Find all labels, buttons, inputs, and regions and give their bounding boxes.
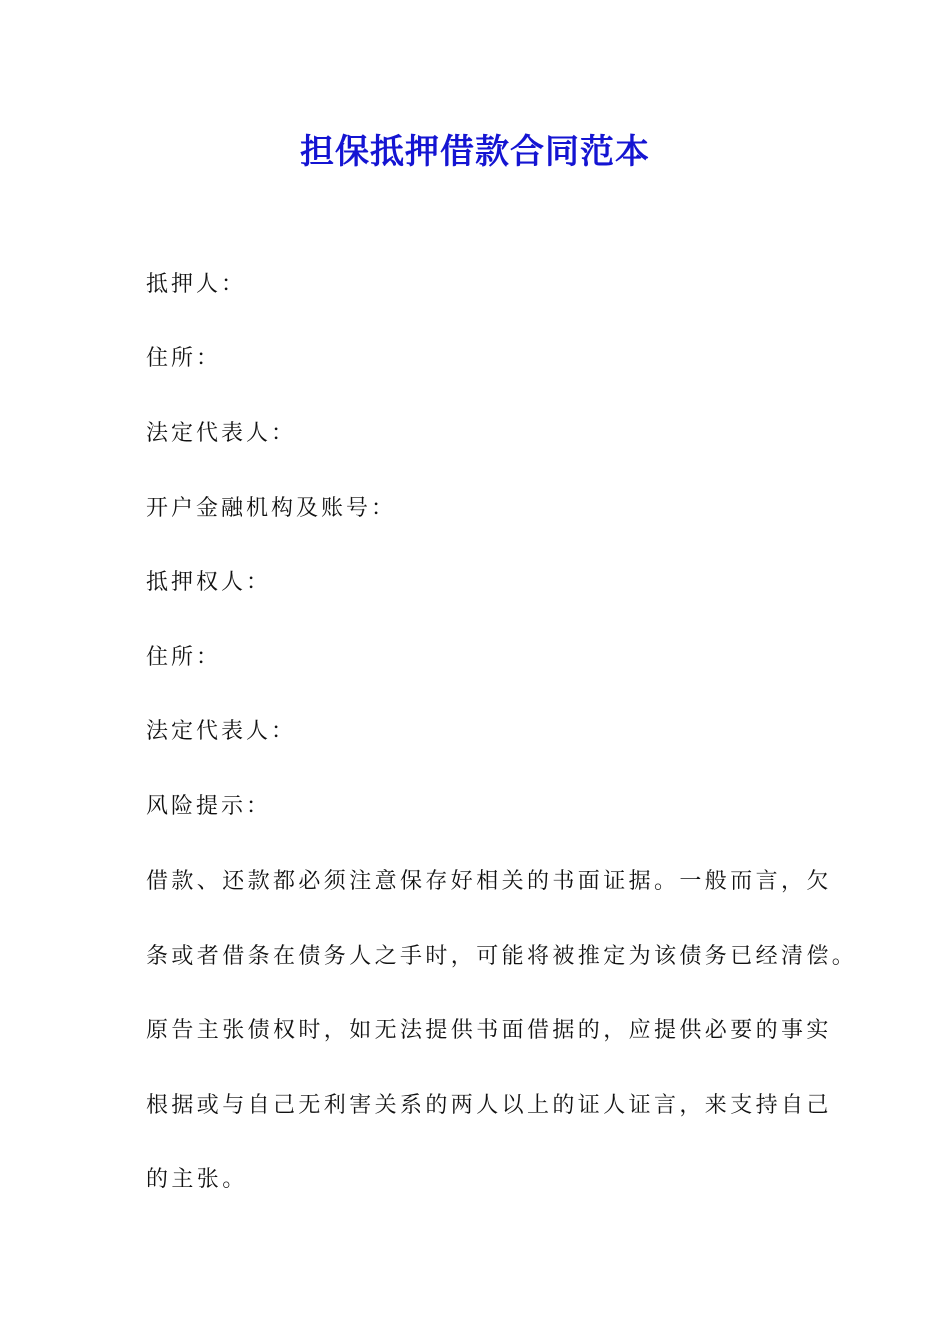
risk-line-3: 原告主张债权时，如无法提供书面借据的，应提供必要的事实	[146, 1018, 832, 1043]
risk-line-5: 的主张。	[146, 1167, 248, 1192]
mortgagor-bank-account-field: 开户金融机构及账号：	[146, 496, 397, 521]
mortgagor-legal-rep-field: 法定代表人：	[146, 421, 297, 446]
risk-line-2: 条或者借条在债务人之手时，可能将被推定为该债务已经清偿。	[146, 943, 858, 969]
risk-line-1: 借款、还款都必须注意保存好相关的书面证据。一般而言，欠	[146, 869, 832, 894]
document-title: 担保抵押借款合同范本	[300, 132, 650, 172]
mortgagee-field: 抵押权人：	[146, 570, 272, 595]
risk-label: 风险提示：	[146, 794, 272, 819]
mortgagee-legal-rep-field: 法定代表人：	[146, 719, 297, 744]
mortgagee-address-field: 住所：	[146, 645, 222, 670]
risk-line-4: 根据或与自己无利害关系的两人以上的证人证言，来支持自己	[146, 1092, 832, 1118]
mortgagor-address-field: 住所：	[146, 346, 222, 371]
risk-paragraph	[146, 866, 858, 1239]
mortgagor-field: 抵押人：	[146, 272, 247, 297]
